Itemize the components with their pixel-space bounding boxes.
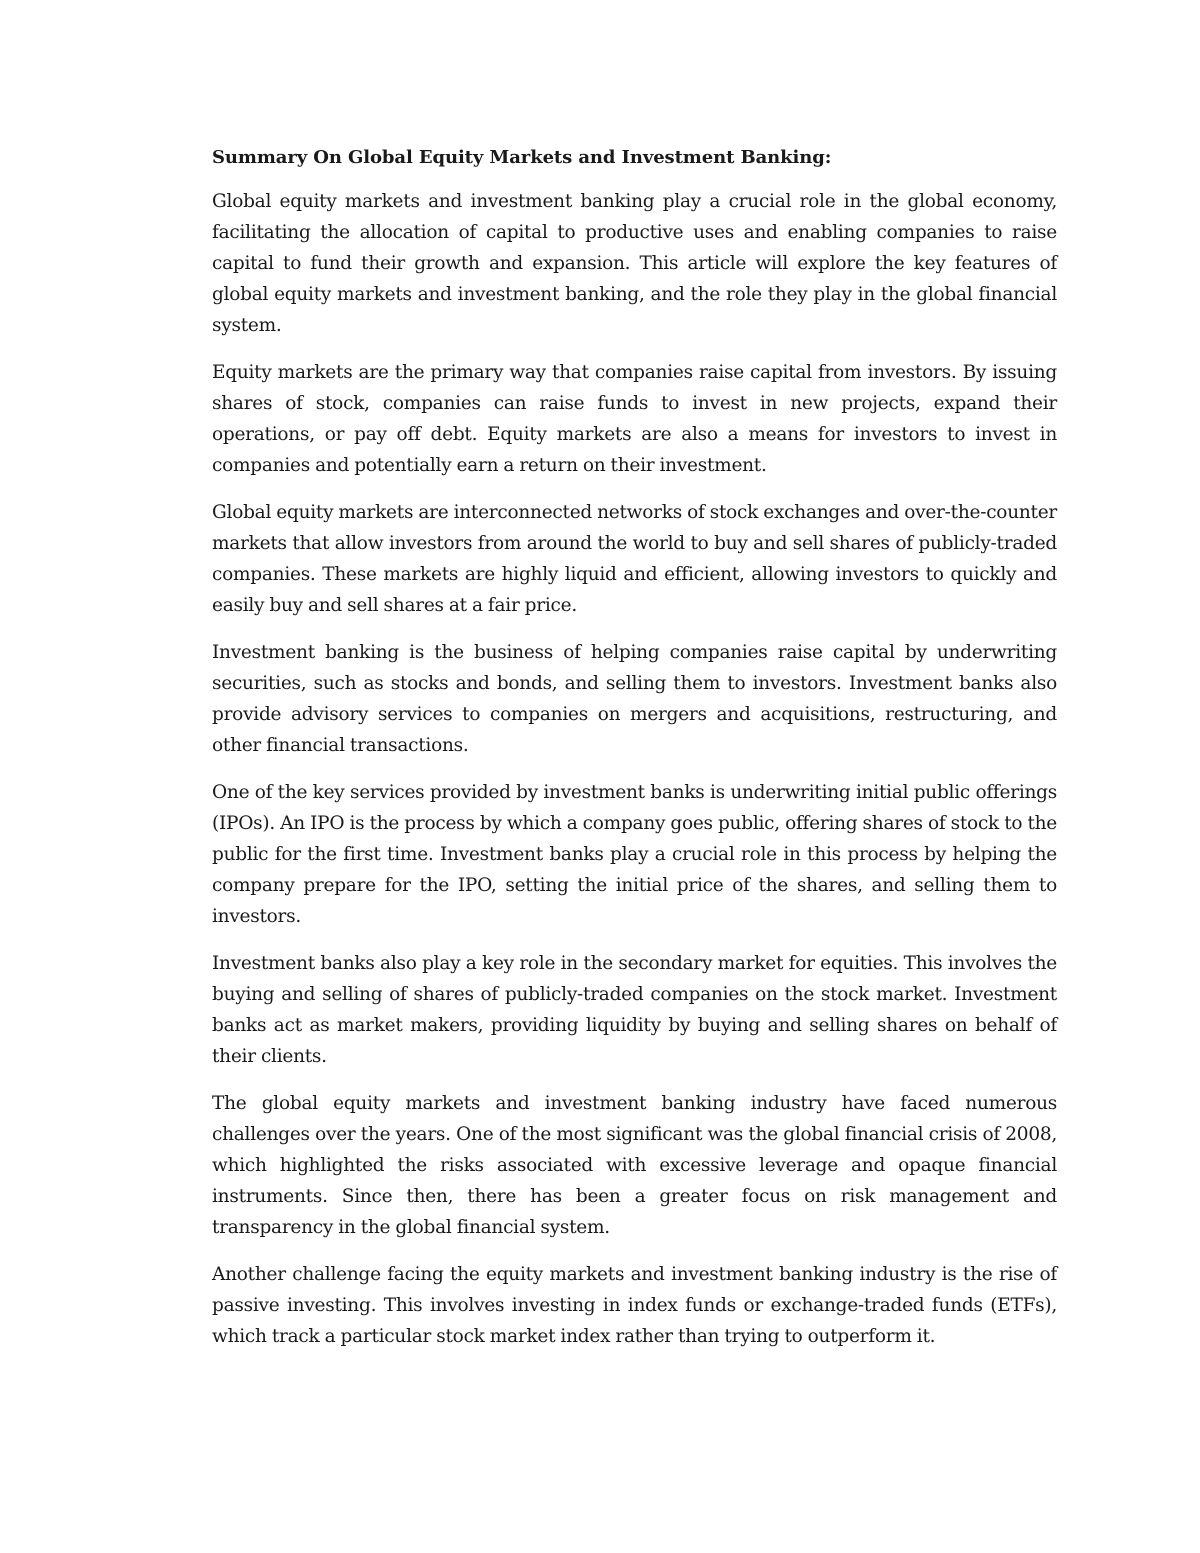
paragraph-2: Equity markets are the primary way that companies raise capital from investors. By issuing shares of stock, companies can raise funds to invest in new projects, expand their operations, or pay off debt. Equity markets are also a means for investors to invest in companies and potentially earn a return on their investment. [212, 362, 1057, 476]
paragraph-6: Investment banks also play a key role in the secondary market for equities. This involves the buying and selling of shares of publicly-traded companies on the stock market. Investment banks act as market makers, providing liquidity by buying and selling shares on behalf of their clients. [212, 953, 1057, 1067]
paragraph-8: Another challenge facing the equity markets and investment banking industry is the rise of passive investing. This involves investing in index funds or exchange-traded funds (ETFs), which track a particular stock market index rather than trying to outperform it. [212, 1264, 1057, 1347]
paragraph-3: Global equity markets are interconnected networks of stock exchanges and over-the-counter markets that allow investors from around the world to buy and sell shares of publicly-traded companies. These markets are highly liquid and efficient, allowing investors to quickly and easily buy and sell shares at a fair price. [212, 502, 1057, 616]
paragraph-1: Global equity markets and investment banking play a crucial role in the global economy, facilitating the allocation of capital to productive uses and enabling companies to raise capital to fund their growth and expansion. This article will explore the key features of global equity markets and investment banking, and the role they play in the global financial system. [212, 191, 1057, 336]
document-title: Summary On Global Equity Markets and Investment Banking: [212, 147, 832, 168]
paragraph-7: The global equity markets and investment banking industry have faced numerous challenges over the years. One of the most significant was the global financial crisis of 2008, which highlighted the risks associated with excessive leverage and opaque financial instruments. Since then, there has been a greater focus on risk management and transparency in the global financial system. [212, 1093, 1057, 1238]
document-body [212, 142, 1057, 1368]
paragraph-5: One of the key services provided by investment banks is underwriting initial public offerings (IPOs). An IPO is the process by which a company goes public, offering shares of stock to the public for the first time. Investment banks play a crucial role in this process by helping the company prepare for the IPO, setting the initial price of the shares, and selling them to investors. [212, 782, 1057, 927]
paragraph-4: Investment banking is the business of helping companies raise capital by underwriting securities, such as stocks and bonds, and selling them to investors. Investment banks also provide advisory services to companies on mergers and acquisitions, restructuring, and other financial transactions. [212, 642, 1057, 756]
